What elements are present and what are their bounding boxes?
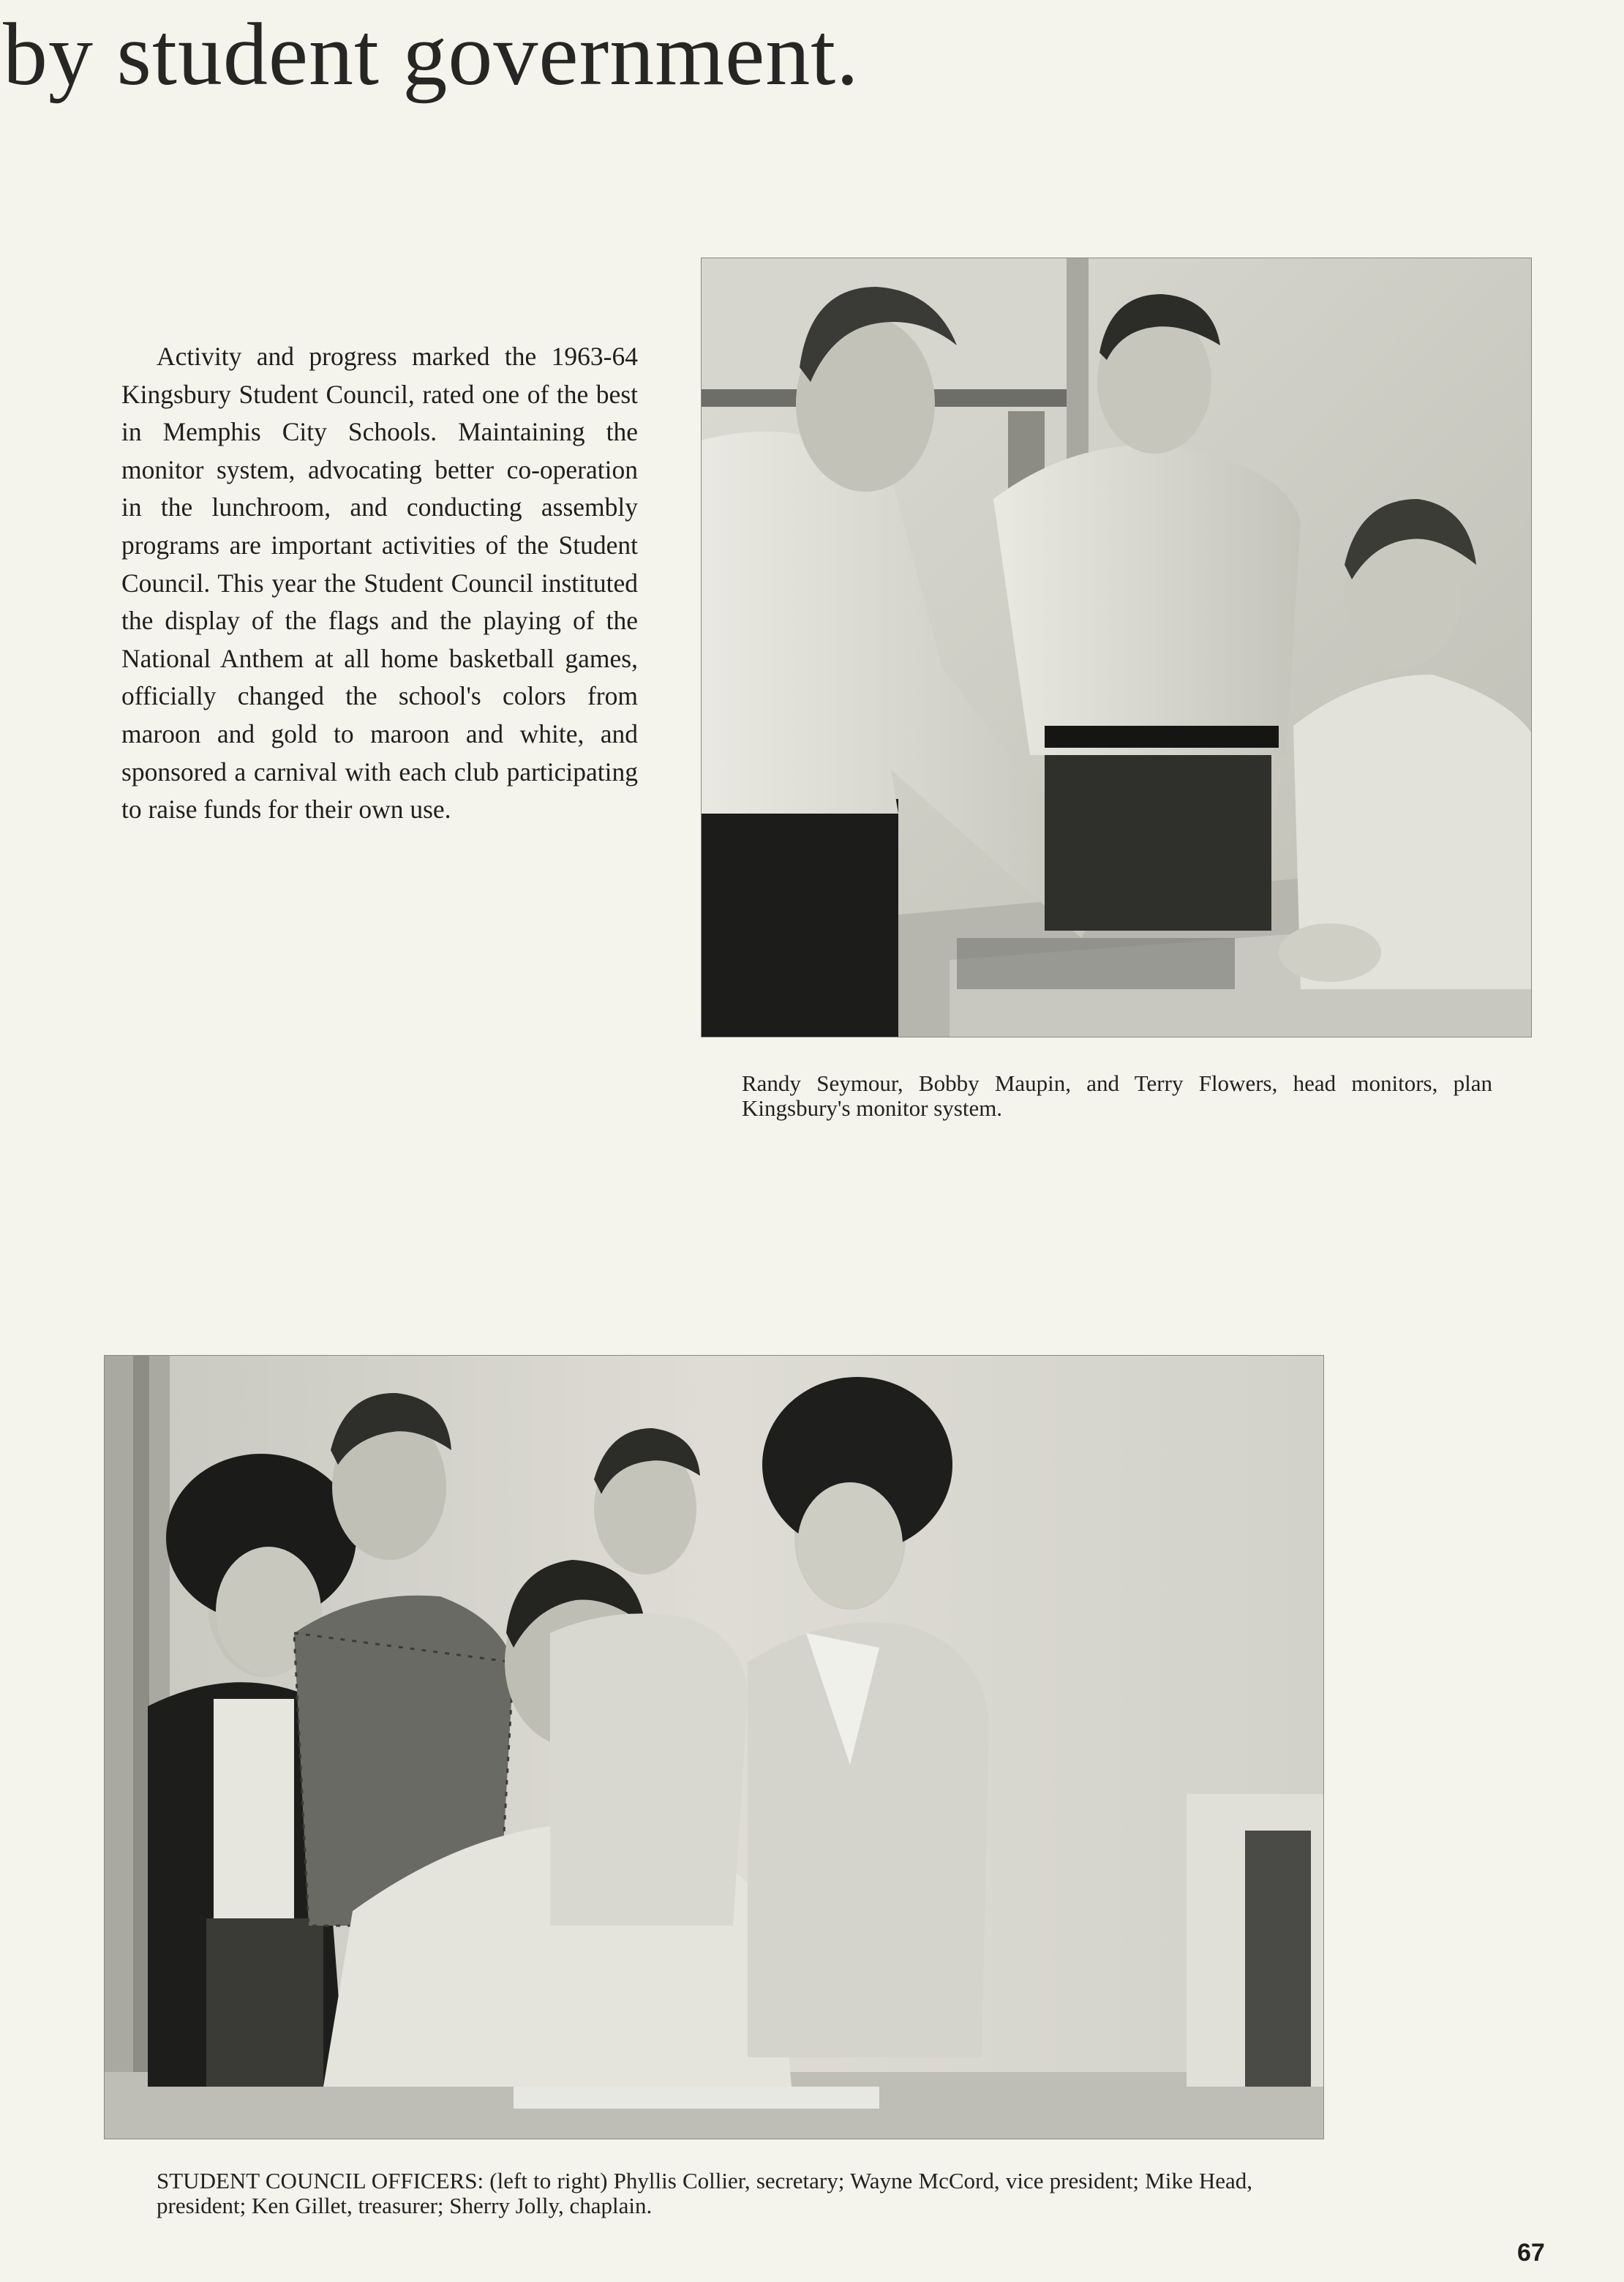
head-monitors-photo: [701, 258, 1532, 1037]
page-number: 67: [1517, 2239, 1545, 2267]
head-monitors-caption: Randy Seymour, Bobby Maupin, and Terry Flowers, head monitors, plan Kingsbury's monitor system.: [742, 1070, 1492, 1121]
student-council-officers-photo: [104, 1355, 1324, 2139]
body-paragraph: Activity and progress marked the 1963-64 Kingsbury Student Council, rated one of the best in Memphis City Schools. Maintaining the monitor system, advocating better co-operation in the lunchroom, and conducting assembly programs are important activities of the Student Council. This year the Student Council instituted the display of the flags and the playing of the National Anthem at all home basketball games, officially changed the school's colors from maroon and gold to maroon and white, and sponsored a carnival with each club participating to raise funds for their own use.: [121, 342, 638, 825]
student-council-officers-caption: STUDENT COUNCIL OFFICERS: (left to right) Phyllis Collier, secretary; Wayne McCord, vice president; Mike Head, president; Ken Gillet, treasurer; Sherry Jolly, chaplain.: [157, 2168, 1252, 2218]
headline: by student government.: [3, 5, 860, 104]
